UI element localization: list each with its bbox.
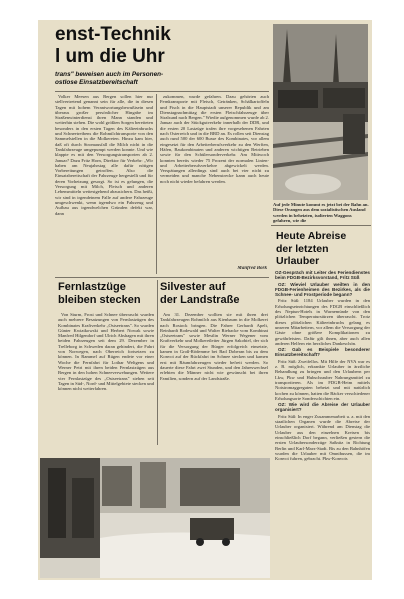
column-divider — [156, 94, 157, 274]
main-headline-line-2: l um die Uhr — [55, 46, 165, 67]
railway-yard-image — [273, 24, 368, 200]
interview-answer-1: Fritz Süß: 1184 Urlauber wurden in den Erholungseinrichtungen des FDGB einschließlich des Neptun-Hotels in Warnemünde von den plötzlichen Temperaturstürzen überrascht. Trotz dieses plötzlichen Kälteeinbruchs gelang es unseren Mitarbeitern, vor allem die Versorgung der Gäste ohne größere Komplikationen zu gewährleisten. Dafür gilt ihnen, aber auch allen anderen Helfern ein herzliches Dankeschön. — [275, 298, 370, 346]
subheadline-line-1: trans" beweisen auch im Personen- — [55, 71, 164, 78]
article2-headline-line-2: bleiben stecken — [58, 294, 141, 306]
main-subheadline — [55, 71, 275, 87]
interview-answer-2: Fritz Süß: Zweifellos. Mit Hilfe der NVA war es z. B. möglich, erkrankte Urlauber in ärztliche Behandlung zu bringen und den Urlaubern per Lkw, Pkw und Hubschrauber Nahrungsmittel zu transportieren. Als im FDGB-Heim mittels Notstromaggregaten beheizt und mit natürlich kochen zu können, hatten die Bäcker verschiedener Erholungsorte Sonderschichten ein. — [275, 358, 370, 401]
winter-street-photo — [40, 458, 270, 578]
article1-col2-text: zukommen, wurde gefahren. Dazu gehörten auch Fernkransporte mit Fleisch, Getränken, Schälkartoffeln und Fisch in die Hauptstadt unserer Republik und am Dienstagnachmittag die ersten Fleischfahrzeuge über Stralsund nach Bergen." Wiedie aufgenommen wurde ab 2. Januar auch der Stückgutverkehr innerhalb der DDR, und die ersten 20 Lastzüge trafen ihre vorgesehenen Fahrten nach Osterreich und in die BRD an. Es rollen seit Dienstag auch rund 500 der 600 Busse des Kombinates, vor allem eingesetzt für den Arbeiterberufsverkehr zu den Werften, Häfen, Baukombinaten und anderen wichtigen Betrieben sowie für den Schülersonderverkehr. Am Mittwoch konnten bereits wieder 75 Prozent der normalen Linien- und Arbeiterberufsverkehre abgewickelt werden. Verspätungen allerdings sind auch bei vier nicht zu vermeiden und manche Nebenstrecke kann auch heute noch nicht wieder befahren werden. — [160, 94, 269, 184]
sidebar-headline-line-1: Heute Abreise — [276, 230, 347, 242]
sidebar-headline — [276, 230, 372, 268]
photo-caption — [273, 202, 369, 226]
winter-street-image — [40, 458, 270, 578]
interview-answer-3: Fritz Süß: In enger Zusammenarbeit u. a. mit den staatlichen Organen wurde die Abreise der Urlauber organisiert. Während am Dienstag die Urlauber aus den einzelnen Kreisen bis einschließlich Dorf begann, verließen gestern die ersten Urlaubersonderzüge Saßnitz in Richtung Berlin und Karl-Marx-Stadt. Bis zu den Bahnhöfen wurden die Urlauber mit Omnibussen, die im Konvoi fuhren, gebracht. Pkw-Konvois — [275, 413, 370, 462]
article-column-2 — [160, 94, 269, 266]
article3-body — [160, 312, 268, 444]
sidebar-body — [275, 270, 370, 578]
subheadline-line-2: ostlose Einsatzbereitschaft — [55, 79, 138, 86]
article3-headline — [160, 281, 270, 307]
interview-question-3: OZ: Wie wird die Abreise der Urlauber organisiert? — [275, 402, 370, 413]
article2-body — [58, 312, 154, 442]
interview-question-1: OZ: Wieviel Urlauber weilten in den FDGB-Ferienheimen des Bezirkes, als die Schnee- und Frostperiode begann? — [275, 281, 370, 298]
article3-headline-line-2: der Landstraße — [160, 294, 240, 306]
article2-headline-line-1: Fernlastzüge — [58, 281, 126, 293]
interview-question-2: OZ: Gab es Beispiele besonderer Einsatzbereitschaft? — [275, 347, 370, 358]
section-rule — [55, 277, 269, 278]
main-headline-line-1: enst-Technik — [55, 24, 171, 45]
article2-text: Von Sturm, Frost und Schnee überrascht wurden auch mehrere Besatzungen von Fernlastzügen des Kombinates Kraftverkehr „Ostseetrans". So wurden Günter Kwiatkowski und Herbert Nowak sowie Manfred Hilgendorf und Ulrich Abshagen mit ihren beiden Fahrzeugen seit dem 29. Dezember in Trelleborg in Schweden daran gehindert, die Fahrt von Norwegen, nach Oberreich fortsetzen zu können. In Rammel auf Rügen endete vor einer Woche die Fernfahrt für Lothar Weltgens und Werner Petri mit ihren beiden Fernlastzügen aus Bergen in den hohen Schneeverwehungen. Weitere vier Fernlastzüge des „Ostseetrans" stehen seit Tagen in Süd-, Nord- und Mittelgebiete stecken und können nicht weiterfahren. — [58, 312, 154, 392]
article3-headline-line-1: Silvester auf — [160, 281, 226, 293]
article1-col1-text: Volker Meesen aus Bergen sollen hier nur stellvertretend genannt sein für alle, die in diesen Tagen mit hohem Verantwortungsbewußtsein und überaus großer persönlicher Hingabe im Straßenwinterdienst ihren Mann standen und weiterhin stehen. Die wohl größten Sorgen bereiteten besonders in den ersten Tagen des Kälteeinbruchs und Schneetreibens die Rohmilchtransporte von den Sammelstellen in die Molkereien. Hinzu kam hier, daß oft durch Stromausfall die Milch nicht in die Tankfahrzeuge umgepumpt werden konnte. Und wie klappte es mit den Versorgungstransporten ab 2. Januar? Dazu Fritz Horn, Direktor für Verkehr: „Wir haben am Neujahrstag alle dafür nötigen Vorbereitungen getroffen. Also die Einsatzbereitschaft der Fahrzeuge hergestellt und für deren Vorheizung gesorgt. So ist es gelungen, die Versorgung mit Milch, Fleisch und anderen Lebensmitteln weitestgehend abzusichern. Das heißt, wir sind in irgendeinem Falle auf andere Fahrzeuge umgeschwenkt, wenn irgendwo ein Fahrzeug und Aufbau aus irgendwelchen Gründen defekt war, dann — [55, 94, 153, 216]
interview-intro: OZ-Gespräch mit Leiter des Feriendienstes beim FDGB-Bezirksvorstand, Fritz Süß — [275, 270, 370, 281]
article3-text: Am 31. Dezember wollten sie mit ihren drei Tankfahrzeugen Rohmilch aus Kienbaum in die Molkerei nach Rostock bringen. Die Fahrer Gerhardt Apelt, Reinhardt Rodewald und Walter Riebacke vom Kombinat „Ostseetrans" sowie Mestlin Werner Wegener vom Kraftverkehr und Molkereileiter Jürgen Sakobiel, der sich für die Versorgung der Bürger erfolgreich einsetzte, kamen in Groß-Rödemme bei Bad Doberan bis zu dem Konvoi auf der Rückfahrt im Schnee stecken und kamen erst mit Räumfahrzeugen wieder befreit werden. So dauerte diese Fahrt zwei Stunden, und den Jahreswechsel erlebten die Männer nicht wie gewünscht bei ihren Familien, sondern auf der Landstraße. — [160, 312, 268, 381]
column-divider-2 — [157, 280, 158, 445]
sidebar-headline-line-2: der letzten — [276, 242, 329, 255]
author-signature: Manfred Bork — [237, 266, 267, 271]
railway-photo — [273, 24, 368, 200]
photo-caption-text: Auf jede Minute kommt es jetzt bei der Bahn an. Diese Orangen aus dem sozialistischen Ausland werden in beheizten, isolierten Waggons gefahren, wie die — [273, 202, 369, 223]
article-column-1 — [55, 94, 153, 272]
article2-headline — [58, 281, 158, 307]
headline-rule — [55, 91, 269, 92]
sidebar-headline-line-3: Urlauber — [276, 255, 320, 267]
sidebar-rule — [271, 225, 371, 226]
main-headline — [55, 24, 275, 68]
